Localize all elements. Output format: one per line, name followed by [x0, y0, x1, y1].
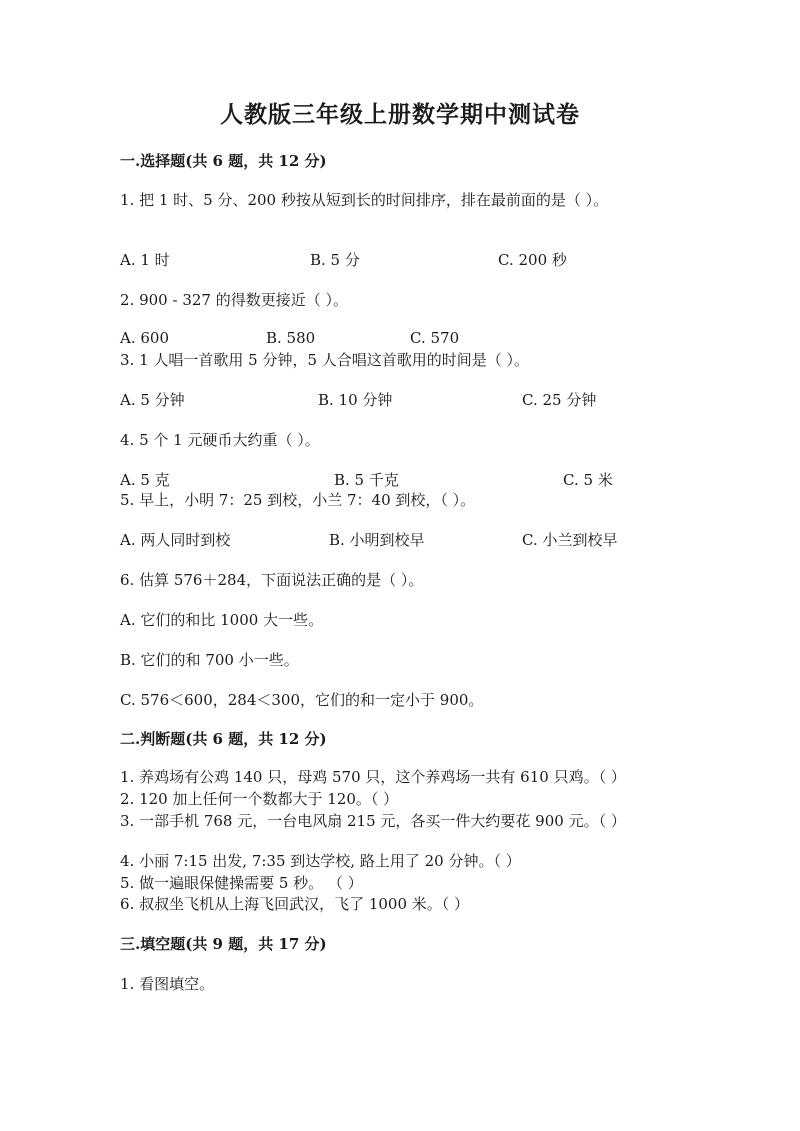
section-heading-judgment: 二.判断题(共 6 题，共 12 分)	[120, 730, 327, 748]
q5-option-a: A. 两人同时到校	[120, 531, 231, 549]
q6-option-a: A. 它们的和比 1000 大一些。	[120, 611, 324, 629]
q2-option-c: C. 570	[410, 329, 460, 347]
q5-option-c: C. 小兰到校早	[522, 531, 618, 549]
question-2: 2. 900 - 327 的得数更接近（ ）。	[120, 291, 348, 309]
question-6: 6. 估算 576＋284，下面说法正确的是（ ）。	[120, 571, 424, 589]
q2-option-a: A. 600	[120, 329, 169, 347]
q1-option-b: B. 5 分	[310, 251, 360, 269]
q5-option-b: B. 小明到校早	[329, 531, 425, 549]
question-5: 5. 早上，小明 7：25 到校，小兰 7：40 到校，（ ）。	[120, 491, 476, 509]
q3-option-c: C. 25 分钟	[522, 391, 597, 409]
q3-option-b: B. 10 分钟	[318, 391, 393, 409]
q3-option-a: A. 5 分钟	[120, 391, 185, 409]
judgment-item-4: 4. 小丽 7:15 出发, 7:35 到达学校, 路上用了 20 分钟。（ ）	[120, 852, 521, 870]
section-heading-fill-in: 三.填空题(共 9 题，共 17 分)	[120, 935, 327, 953]
q1-option-c: C. 200 秒	[498, 251, 567, 269]
judgment-item-2: 2. 120 加上任何一个数都大于 120。（ ）	[120, 790, 399, 808]
q4-option-c: C. 5 米	[563, 471, 613, 489]
question-3: 3. 1 人唱一首歌用 5 分钟，5 人合唱这首歌用的时间是（ ）。	[120, 351, 530, 369]
question-4: 4. 5 个 1 元硬币大约重（ ）。	[120, 431, 320, 449]
question-1: 1. 把 1 时、5 分、200 秒按从短到长的时间排序，排在最前面的是（ ）。	[120, 191, 609, 209]
judgment-item-1: 1. 养鸡场有公鸡 140 只，母鸡 570 只，这个养鸡场一共有 610 只鸡。（ ）	[120, 768, 626, 786]
judgment-item-3: 3. 一部手机 768 元，一台电风扇 215 元，各买一件大约要花 900 元。（ ）	[120, 812, 626, 830]
q6-option-b: B. 它们的和 700 小一些。	[120, 651, 299, 669]
fill-in-item-1: 1. 看图填空。	[120, 975, 215, 993]
q4-option-b: B. 5 千克	[334, 471, 399, 489]
judgment-item-5: 5. 做一遍眼保健操需要 5 秒。 （ ）	[120, 874, 363, 892]
q6-option-c: C. 576＜600，284＜300，它们的和一定小于 900。	[120, 691, 484, 709]
q4-option-a: A. 5 克	[120, 471, 170, 489]
page-title: 人教版三年级上册数学期中测试卷	[220, 101, 580, 128]
section-heading-choice: 一.选择题(共 6 题，共 12 分)	[120, 152, 327, 170]
q1-option-a: A. 1 时	[120, 251, 170, 269]
judgment-item-6: 6. 叔叔坐飞机从上海飞回武汉，飞了 1000 米。（ ）	[120, 895, 470, 913]
q2-option-b: B. 580	[266, 329, 316, 347]
